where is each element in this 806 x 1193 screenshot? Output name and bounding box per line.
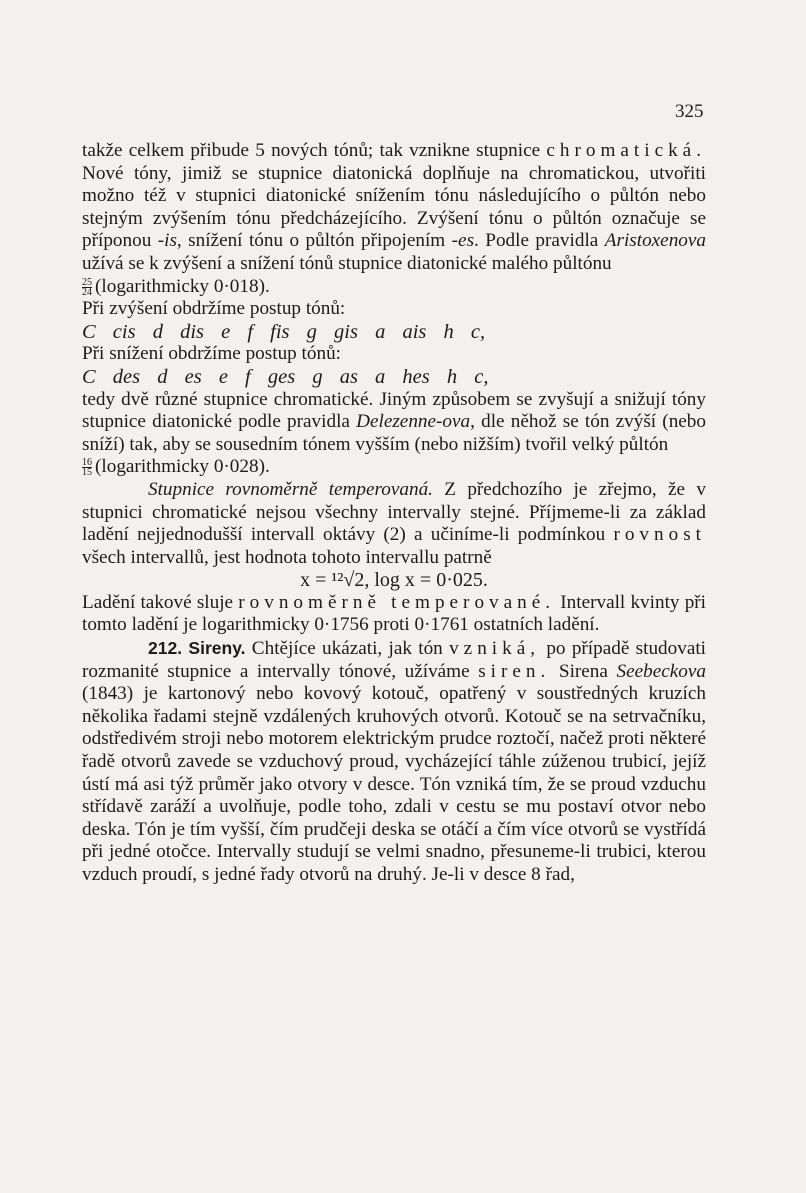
formula-twelfth-root: x = ¹²√2, log x = 0·025. (300, 569, 488, 592)
raised-tone-sequence: C cis d dis e f fis g gis a ais h c, (82, 320, 486, 343)
paragraph-equal-temperament: Stupnice rovnoměrně temperovaná. Z předchozího je zřejmo, že v stupnici chromatické nejsou všechny intervally stejné. Příjmeme-li za základ ladění nejjednodušší intervall oktávy (2) a učiníme-li podmínkou rovnost všech intervallů, jest hodnota tohoto intervallu patrně (82, 478, 706, 568)
paragraph-tempered-tuning: Ladění takové sluje rovnoměrně temperované. Intervall kvinty při tomto ladění je logarithmicky 0·1756 proti 0·1761 ostatních ladění. (82, 591, 707, 636)
formula-small-semitone: $\frac{25}{24}$ (logarithmicky 0·018). (82, 275, 270, 298)
lower-label: Při snížení obdržíme postup tónů: (82, 343, 342, 365)
paragraph-delezenne: tedy dvě různé stupnice chromatické. Jiným způsobem se zvyšují a snižují tóny stupnice diatonické podle pravidla Delezenne-ova, dle něhož se tón zvýší (nebo sníží) tak, aby se sousedním tónem vyšším (nebo nižším) tvořil velký půltón (82, 388, 706, 455)
page-body (82, 140, 706, 887)
page-number: 325 (675, 101, 704, 122)
paragraph-sirens: 212. Sireny. Chtějíce ukázati, jak tón vzniká, po případě studovati rozmanité stupnice a intervally tónové, užíváme siren. Sirena Seebeckova (1843) je kartonový nebo kovový kotouč, opatřený v soustředných kruzích několika řadami stejně vzdálených kruhových otvorů. Kotouč se na setrvačníku, odstředivém stroji nebo motorem elektrickým prudce roztočí, načež proti některé řadě otvorů zavede se vzduchový proud, vycházející táhle zúženou trubicí, jejíž ústí má asi týž průměr jako otvory v desce. Tón vzniká tím, že se proud vzduchu střídavě zaráží a uvolňuje, podle toho, zdali v cestu se mu postaví otvor nebo deska. Tón je tím vyšší, čím prudčeji deska se otáčí a čím více otvorů se vystřídá při jedné otočce. Intervally studují se velmi snadno, přesuneme-li trubici, kterou vzduch proudí, s jedné řady otvorů na druhý. Je-li v desce 8 řad, (82, 638, 706, 885)
formula-large-semitone: $\frac{16}{15}$ (logarithmicky 0·028). (82, 456, 270, 479)
lowered-tone-sequence: C des d es e f ges g as a hes h c, (82, 365, 489, 388)
paragraph-chromatic-scale: takže celkem přibude 5 nových tónů; tak vznikne stupnice chromatická. Nové tóny, jimiž se stupnice diatonická doplňuje na chromatickou, utvořiti možno též v stupnici diatonické snížením tónu následujícího o půltón nebo stejným zvýšením tónu předcházejícího. Zvýšení tónu o půltón označuje se příponou -is, snížení tónu o půltón připojením -es. Podle pravidla Aristoxenova užívá se k zvýšení a snížení tónů stupnice diatonické malého půltónu (82, 140, 706, 274)
section-heading: 212. Sireny. (148, 638, 246, 659)
raise-label: Při zvýšení obdržíme postup tónů: (82, 298, 346, 320)
